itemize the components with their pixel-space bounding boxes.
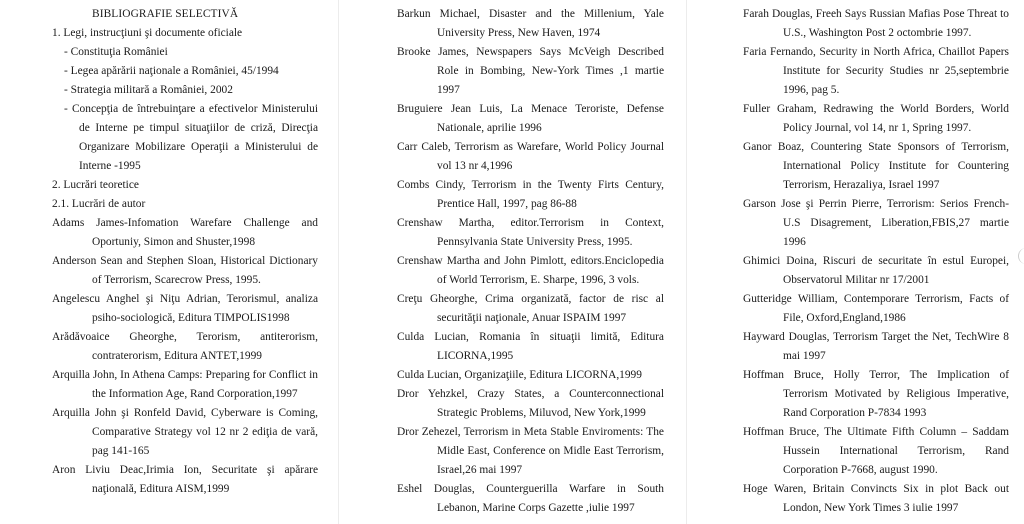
bibliography-entry: Arquilla John şi Ronfeld David, Cyberware is Coming, Comparative Strategy vol 12 nr 2 ediţia de vară, pag 141-165 (52, 407, 318, 457)
bibliography-entry: Anderson Sean and Stephen Sloan, Historical Dictionary of Terrorism, Scarecrow Press, 1995. (52, 255, 318, 286)
list-item: - Concepţia de întrebuinţare a efectivelor Ministerului de Interne pe timpul situaţiilor de criză, Direcţia Organizare Mobilizare Operaţii a Ministerului de Interne -1995 (64, 103, 318, 172)
bibliography-entry: Aron Liviu Deac,Irimia Ion, Securitate şi apărare naţională, Editura AISM,1999 (52, 464, 318, 495)
bibliography-entry: Combs Cindy, Terrorism in the Twenty Firts Century, Prentice Hall, 1997, pag 86-88 (397, 179, 664, 210)
bibliography-entry: Eshel Douglas, Counterguerilla Warfare in South Lebanon, Marine Corps Gazette ,iulie 1997 (397, 483, 664, 514)
bibliography-entry: Culda Lucian, Romania în situaţii limită, Editura LICORNA,1995 (397, 331, 664, 362)
bibliography-entry: Dror Zehezel, Terrorism in Meta Stable Enviroments: The Midle East, Conference on Midle East Terrorism, Israel,26 mai 1997 (397, 426, 664, 476)
bibliography-entry: Hoffman Bruce, Holly Terror, The Implication of Terrorism Motivated by Religious Imperative, Rand Corporation P-7834 1993 (743, 369, 1009, 419)
page-title: BIBLIOGRAFIE SELECTIVĂ (92, 8, 239, 20)
bibliography-entry: Culda Lucian, Organizaţiile, Editura LICORNA,1999 (397, 369, 642, 381)
bibliography-column-1 (52, 5, 318, 499)
subsection-heading: 2.1. Lucrări de autor (52, 198, 146, 210)
bibliography-entry: Bruguiere Jean Luis, La Menace Teroriste, Defense Nationale, aprilie 1996 (397, 103, 664, 134)
bibliography-entry: Ghimici Doina, Riscuri de securitate în estul Europei, Observatorul Militar nr 17/2001 (743, 255, 1009, 286)
bibliography-entry: Fuller Graham, Redrawing the World Borders, World Policy Journal, vol 14, nr 1, Spring 1997. (743, 103, 1009, 134)
bibliography-entry: Adams James-Infomation Warefare Challenge and Oportuniy, Simon and Shuster,1998 (52, 217, 318, 248)
bibliography-entry: Creţu Gheorghe, Crima organizată, factor de risc al securităţii naţionale, Anuar ISPAIM 1997 (397, 293, 664, 324)
bibliography-entry: Crenshaw Martha, editor.Terrorism in Context, Pennsylvania State University Press, 1995. (397, 217, 664, 248)
bibliography-entry: Garson Jose şi Perrin Pierre, Terrorism: Serios French-U.S Disagrement, Liberation,FBIS,27 martie 1996 (743, 198, 1009, 248)
bibliography-entry: Hoge Waren, Britain Convincts Six in plot Back out London, New York Times 3 iulie 1997 (743, 483, 1009, 514)
bibliography-entry: Dror Yehzkel, Crazy States, a Counterconnectional Strategic Problems, Miluvod, New York,1999 (397, 388, 664, 419)
bibliography-entry: Brooke James, Newspapers Says McVeigh Described Role in Bombing, New-York Times ,1 martie 1997 (397, 46, 664, 96)
bibliography-entry: Farah Douglas, Freeh Says Russian Mafias Pose Threat to U.S., Washington Post 2 octombrie 1997. (743, 8, 1009, 39)
bibliography-column-3 (743, 5, 1009, 518)
bibliography-entry: Hoffman Bruce, The Ultimate Fifth Column – Saddam Hussein International Terrorism, Rand Corporation P-7668, august 1990. (743, 426, 1009, 476)
list-item: - Legea apărării naţionale a României, 45/1994 (64, 65, 279, 77)
list-item: - Constituţia României (64, 46, 168, 58)
bibliography-column-2 (397, 5, 664, 518)
bibliography-entry: Arquilla John, In Athena Camps: Preparing for Conflict in the Information Age, Rand Corporation,1997 (52, 369, 318, 400)
section-heading: 1. Legi, instrucţiuni şi documente oficiale (52, 27, 243, 39)
bibliography-entry: Faria Fernando, Security in North Africa, Chaillot Papers Institute for Security Studies nr 25,septembrie 1996, pag 5. (743, 46, 1009, 96)
page-divider (686, 0, 687, 524)
bibliography-entry: Arădăvoaice Gheorghe, Terorism, antiterorism, contraterorism, Editura ANTET,1999 (52, 331, 318, 362)
bibliography-entry: Gutteridge William, Contemporare Terrorism, Facts of File, Oxford,England,1986 (743, 293, 1009, 324)
bibliography-entry: Carr Caleb, Terrorism as Warefare, World Policy Journal vol 13 nr 4,1996 (397, 141, 664, 172)
entry-list (397, 5, 664, 518)
entry-list (52, 214, 318, 499)
bibliography-entry: Angelescu Anghel şi Niţu Adrian, Terorismul, analiza psiho-sociologică, Editura TIMPOLIS1998 (52, 293, 318, 324)
bibliography-entry: Crenshaw Martha and John Pimlott, editors.Enciclopedia of World Terrorism, E. Sharpe, 1996, 3 vols. (397, 255, 664, 286)
section-heading: 2. Lucrări teoretice (52, 179, 139, 191)
bibliography-entry: Ganor Boaz, Countering State Sponsors of Terrorism, International Policy Institute for Countering Terrorism, Herazaliya, Israel 1997 (743, 141, 1009, 191)
list-item: - Strategia militară a României, 2002 (64, 84, 233, 96)
page-divider (338, 0, 339, 524)
entry-list (743, 5, 1009, 518)
page-edge-marker (1018, 248, 1024, 264)
bibliography-entry: Barkun Michael, Disaster and the Millenium, Yale University Press, New Haven, 1974 (397, 8, 664, 39)
bibliography-entry: Hayward Douglas, Terrorism Target the Net, TechWire 8 mai 1997 (743, 331, 1009, 362)
